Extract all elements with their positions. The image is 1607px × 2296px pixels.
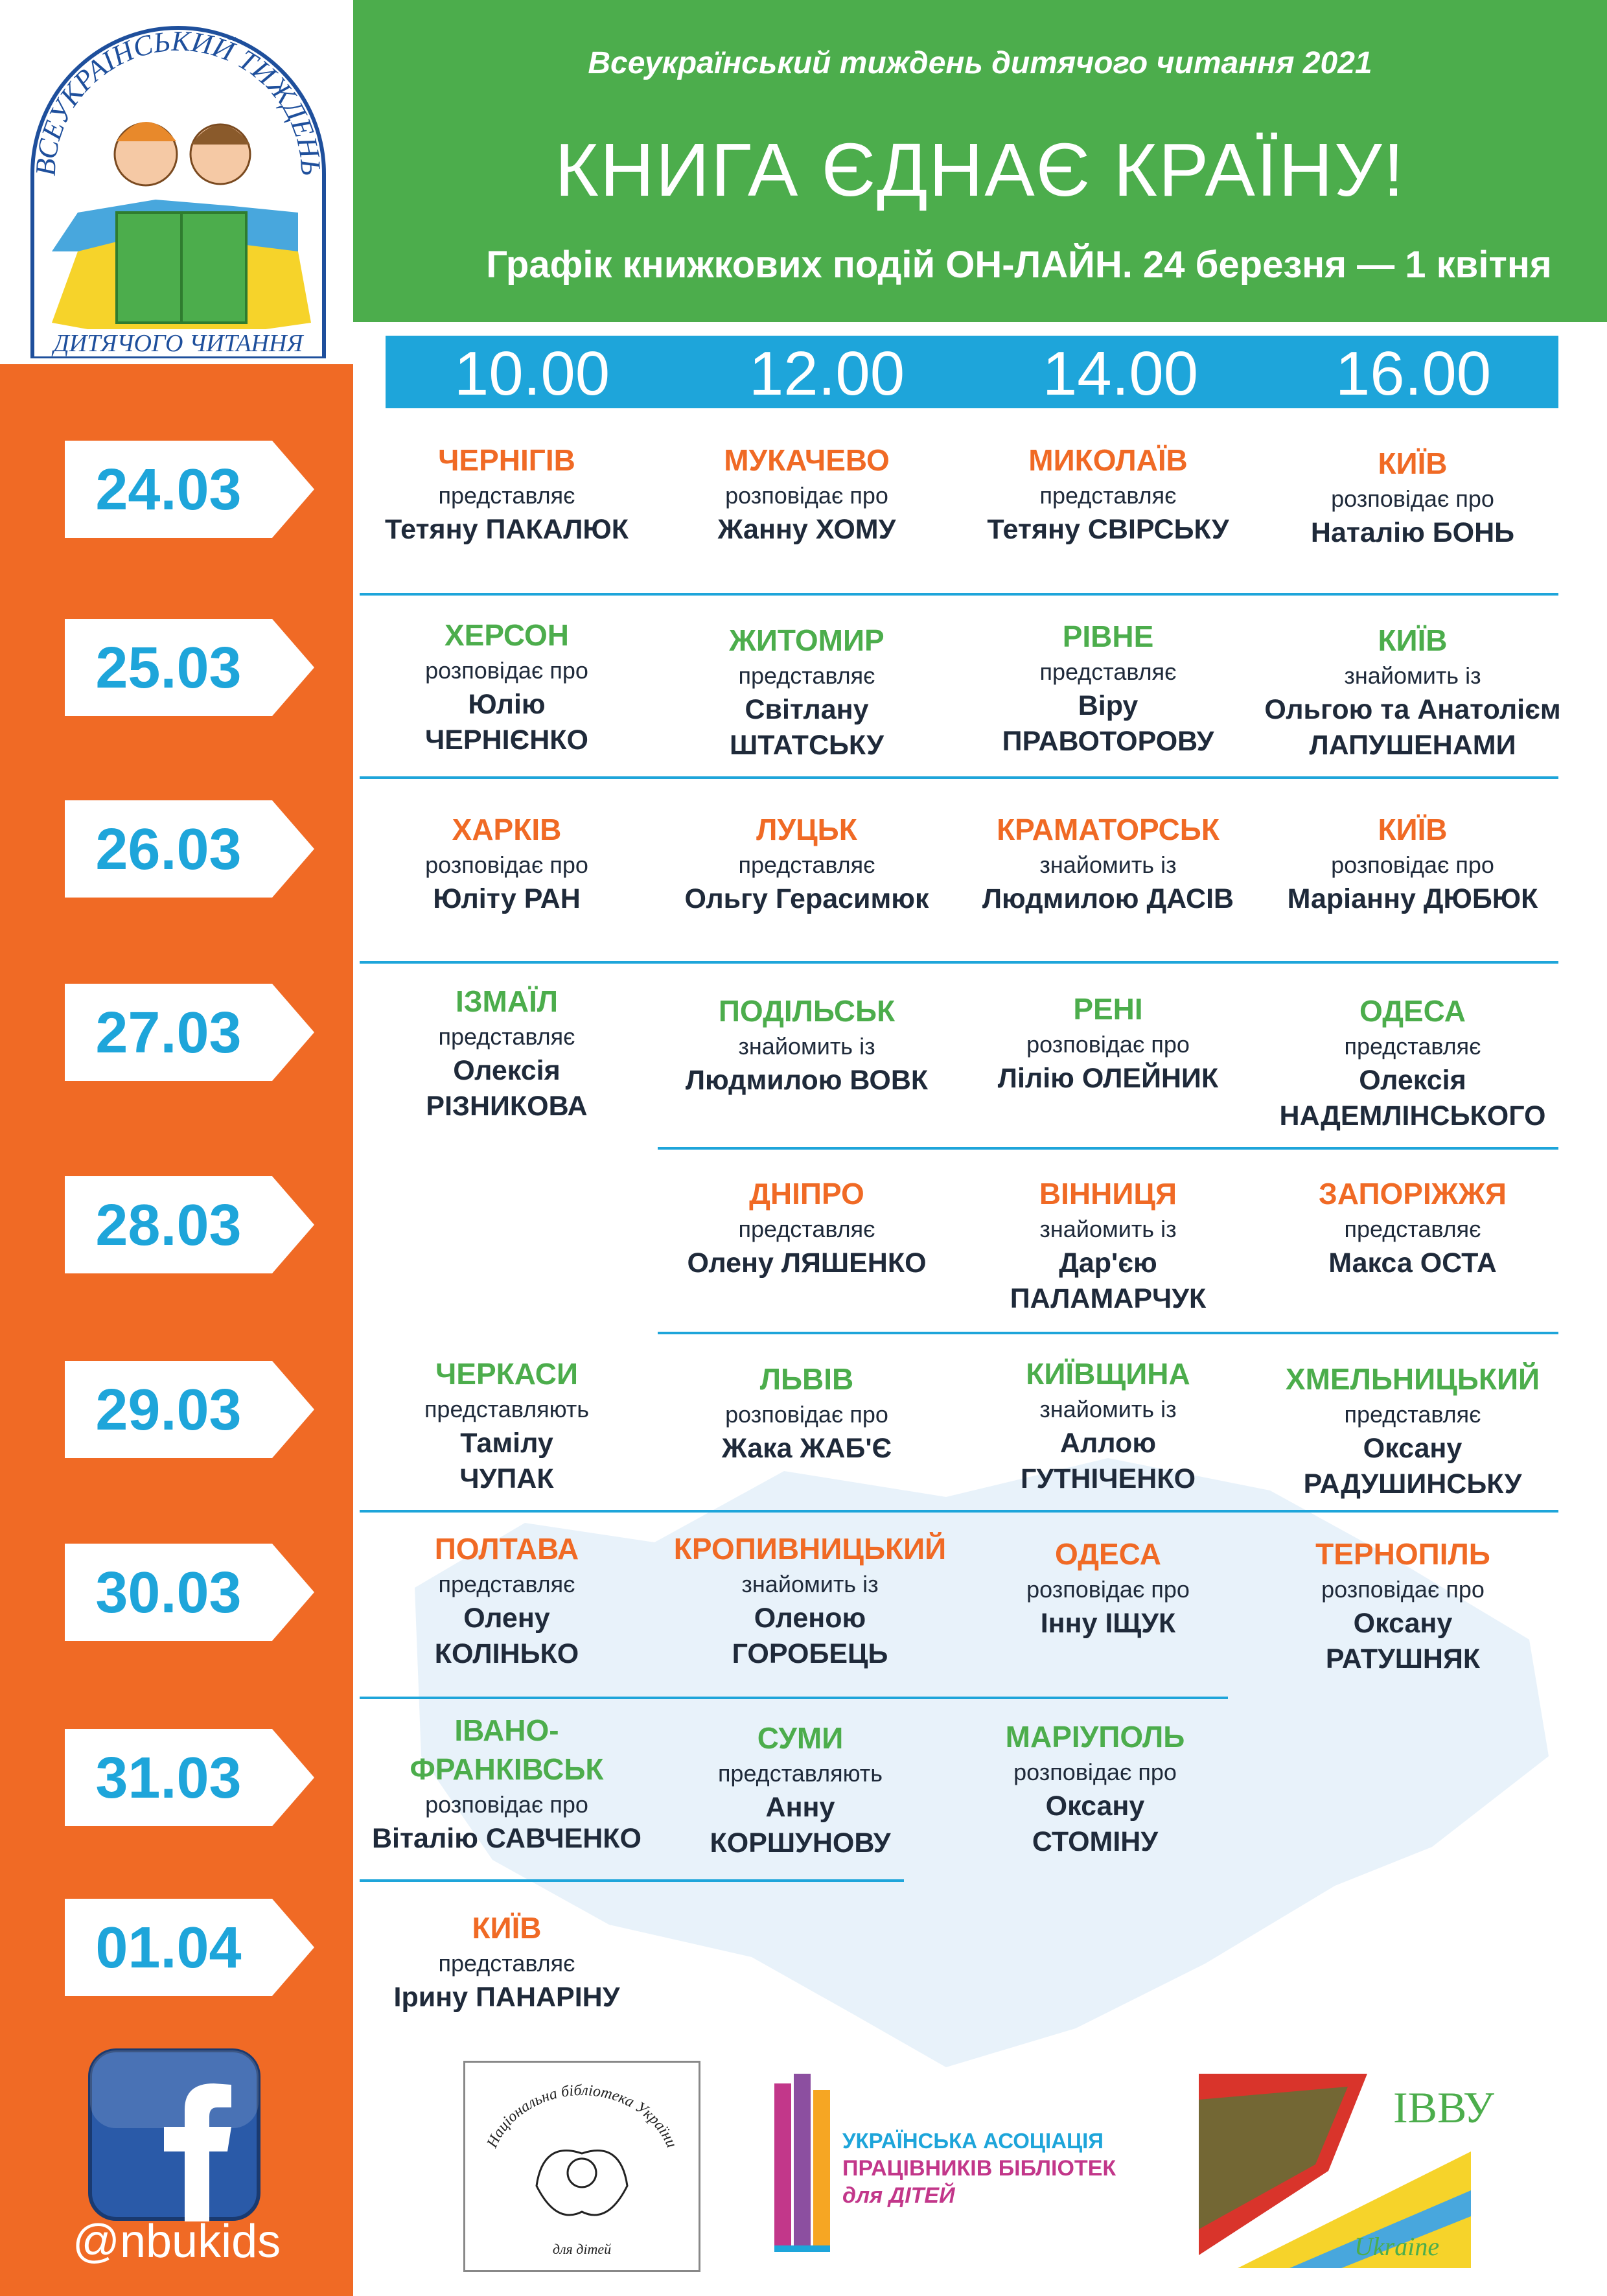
event-city: МИКОЛАЇВ [1028, 443, 1188, 477]
event-guest: Юліту РАН [433, 883, 581, 914]
time-slot: 12.00 [748, 339, 905, 408]
event-guest: Тетяну ПАКАЛЮК [385, 514, 629, 545]
event-verb: розповідає про [1013, 1759, 1177, 1785]
books-icon [765, 2064, 842, 2271]
event-city: ЛУЦЬК [756, 813, 857, 846]
event-verb: представляє [438, 1950, 575, 1977]
event-cell [959, 1535, 1257, 1641]
date-tag [65, 619, 314, 716]
header-title: КНИГА ЄДНАЄ КРАЇНУ! [555, 128, 1405, 212]
event-city: ЧЕРНІГІВ [438, 443, 575, 477]
event-cell [1264, 444, 1562, 551]
event-verb: розповідає про [1331, 485, 1494, 512]
social-handle[interactable]: @nbukids [72, 2216, 281, 2267]
row-divider [360, 1879, 904, 1882]
date-tag [65, 800, 314, 898]
date-tag [65, 1899, 314, 1996]
event-guest: Світлану [745, 694, 869, 725]
nbu-children-library-logo [463, 2061, 700, 2272]
event-cell [1264, 1360, 1562, 1502]
event-guest: Макса ОСТА [1328, 1247, 1497, 1279]
event-cell [658, 991, 956, 1098]
event-guest: Тамілу [460, 1428, 553, 1459]
event-guest: СТОМІНУ [1032, 1826, 1159, 1857]
event-guest: Оксану [1363, 1433, 1462, 1464]
time-slot: 14.00 [1042, 339, 1199, 408]
event-city: ХМЕЛЬНИЦЬКИЙ [1285, 1362, 1540, 1396]
svg-text:ІВВУ: ІВВУ [1393, 2083, 1494, 2132]
event-verb: представляє [1344, 1033, 1481, 1060]
event-verb: представляє [1039, 658, 1177, 685]
header-subtitle: Всеукраїнський тиждень дитячого читання 2021 [588, 46, 1372, 80]
event-guest: ЛАПУШЕНАМИ [1309, 730, 1516, 761]
event-verb: розповідає про [1321, 1576, 1485, 1603]
event-guest: КОРШУНОВУ [710, 1827, 891, 1859]
event-city: ОДЕСА [1359, 994, 1466, 1028]
event-cell [358, 1711, 656, 1857]
event-guest: Олексія [1359, 1065, 1466, 1096]
date-label: 29.03 [95, 1378, 242, 1443]
date-label: 26.03 [95, 817, 242, 882]
event-cell [658, 621, 956, 763]
event-cell [1264, 1174, 1562, 1281]
date-label: 01.04 [95, 1916, 242, 1980]
event-verb: представляє [438, 1023, 575, 1050]
event-verb: розповідає про [1331, 852, 1494, 878]
svg-text:ДИТЯЧОГО ЧИТАННЯ: ДИТЯЧОГО ЧИТАННЯ [53, 330, 303, 357]
row-divider [658, 1147, 1558, 1150]
event-guest: Віталію САВЧЕНКО [372, 1823, 642, 1854]
event-verb: представляє [1039, 482, 1177, 509]
event-cell [658, 1360, 956, 1467]
event-city: КИЇВ [1378, 623, 1448, 657]
event-city: ХАРКІВ [452, 813, 562, 846]
event-cell [1264, 621, 1562, 763]
event-verb: розповідає про [725, 482, 888, 509]
event-cell [358, 982, 656, 1124]
row-divider [360, 776, 1558, 779]
event-guest: Інну ІЩУК [1040, 1608, 1176, 1639]
event-verb: знайомить із [1039, 852, 1177, 878]
event-cell [358, 1908, 656, 2015]
event-guest: ЧУПАК [459, 1463, 554, 1494]
event-guest: ГОРОБЕЦЬ [732, 1638, 888, 1669]
date-label: 31.03 [95, 1746, 242, 1811]
event-city-continued: ФРАНКІВСЬК [410, 1752, 604, 1786]
event-cell [1264, 810, 1562, 917]
event-city: ДНІПРО [749, 1177, 864, 1211]
event-city: КИЇВ [1378, 813, 1448, 846]
event-cell [946, 1717, 1244, 1860]
event-verb: розповідає про [425, 852, 588, 878]
event-guest: ПАЛАМАРЧУК [1010, 1283, 1207, 1314]
time-slot: 10.00 [454, 339, 610, 408]
event-city: ЧЕРКАСИ [435, 1357, 579, 1391]
event-guest: Лілію ОЛЕЙНИК [997, 1063, 1219, 1094]
event-city: КРОПИВНИЦЬКИЙ [673, 1532, 947, 1566]
event-guest: РІЗНИКОВА [426, 1091, 588, 1122]
event-city: ЖИТОМИР [729, 623, 884, 657]
event-city: РЕНІ [1073, 992, 1143, 1026]
event-city: ХЕРСОН [445, 618, 569, 652]
event-guest: Людмилою ВОВК [685, 1065, 929, 1096]
event-city: КИЇВ [472, 1911, 542, 1945]
event-verb: знайомить із [741, 1571, 879, 1597]
row-divider [360, 593, 1558, 596]
event-guest: Віру [1078, 690, 1139, 721]
event-city: КРАМАТОРСЬК [997, 813, 1220, 846]
event-cell [959, 1354, 1257, 1497]
row-divider [360, 1510, 1558, 1513]
event-cell [358, 1354, 656, 1497]
event-guest: Тетяну СВІРСЬКУ [987, 514, 1229, 545]
event-guest: Жанну ХОМУ [717, 514, 896, 545]
event-city: ВІННИЦЯ [1039, 1177, 1177, 1211]
event-guest: Олену ЛЯШЕНКО [687, 1247, 927, 1279]
event-guest: Дар'єю [1059, 1247, 1157, 1279]
event-city: ЛЬВІВ [759, 1362, 854, 1396]
event-cell [658, 810, 956, 917]
ibby-logo-graphic [1199, 2061, 1494, 2268]
event-city: МУКАЧЕВО [724, 443, 890, 477]
event-guest: НАДЕМЛІНСЬКОГО [1279, 1100, 1546, 1131]
event-city: ОДЕСА [1055, 1537, 1161, 1571]
event-verb: розповідає про [1026, 1576, 1190, 1603]
row-divider [658, 1332, 1558, 1334]
event-cell [959, 990, 1257, 1096]
header-schedule: Графік книжкових подій ОН-ЛАЙН. 24 березня — 1 квітня [486, 244, 1552, 286]
event-city: ЗАПОРІЖЖЯ [1319, 1177, 1507, 1211]
date-tag [65, 984, 314, 1081]
event-verb: представляє [738, 662, 875, 689]
row-divider [360, 1697, 1228, 1699]
event-verb: представляє [738, 852, 875, 878]
event-cell [1254, 1535, 1552, 1677]
event-cell [658, 1174, 956, 1281]
event-city: КИЇВ [1378, 446, 1448, 480]
event-guest: ЧЕРНІЄНКО [425, 725, 588, 756]
event-city: ІЗМАЇЛ [455, 984, 559, 1018]
event-verb: розповідає про [1026, 1031, 1190, 1058]
event-cell [959, 617, 1257, 760]
time-slots-bar [386, 336, 1558, 408]
event-verb: представляє [738, 1216, 875, 1242]
event-guest: Людмилою ДАСІВ [982, 883, 1234, 914]
event-guest: РАТУШНЯК [1325, 1643, 1481, 1675]
event-cell [959, 441, 1257, 548]
event-cell [658, 441, 956, 548]
date-tag [65, 1176, 314, 1273]
event-city: МАРІУПОЛЬ [1005, 1720, 1185, 1754]
event-guest: Ольгою та Анатолієм [1264, 694, 1561, 725]
svg-text:Ukraine: Ukraine [1354, 2232, 1440, 2261]
date-label: 30.03 [95, 1560, 242, 1625]
event-cell [358, 810, 656, 917]
event-verb: представляє [1344, 1401, 1481, 1428]
event-guest: Маріанну ДЮБЮК [1287, 883, 1538, 914]
event-verb: знайомить із [1344, 662, 1481, 689]
ibby-ukraine-logo [1199, 2061, 1494, 2268]
event-guest: ПРАВОТОРОВУ [1002, 726, 1214, 757]
event-logo [0, 0, 353, 364]
date-label: 28.03 [95, 1193, 242, 1258]
event-guest: Ольгу Герасимюк [684, 883, 929, 914]
event-cell [1264, 991, 1562, 1134]
event-verb: представляють [424, 1396, 590, 1422]
date-tag [65, 1544, 314, 1641]
svg-text:для дітей: для дітей [552, 2241, 612, 2257]
event-city: ІВАНО- [454, 1713, 559, 1747]
event-verb: знайомить із [738, 1033, 875, 1060]
event-verb: розповідає про [425, 657, 588, 684]
event-guest: Жака ЖАБ'Є [721, 1433, 892, 1464]
date-tag [65, 1729, 314, 1826]
header-banner [353, 0, 1607, 322]
event-city: ТЕРНОПІЛЬ [1315, 1537, 1490, 1571]
date-tag [65, 1361, 314, 1458]
svg-text:Національна бібліотека України: Національна бібліотека України [483, 2081, 680, 2151]
event-cell [358, 441, 656, 548]
event-city: КИЇВЩИНА [1026, 1357, 1190, 1391]
date-label: 25.03 [95, 636, 242, 701]
facebook-icon[interactable] [87, 2048, 261, 2221]
event-cell [651, 1719, 949, 1861]
date-tag [65, 441, 314, 538]
event-logo-emblem [26, 18, 330, 358]
row-divider [360, 961, 1558, 964]
event-guest: Оксану [1045, 1791, 1145, 1822]
event-guest: Аллою [1059, 1428, 1157, 1459]
event-guest: ГУТНІЧЕНКО [1020, 1463, 1196, 1494]
time-slot: 16.00 [1335, 339, 1492, 408]
event-guest: Анну [765, 1792, 835, 1823]
assoc-line-1: УКРАЇНСЬКА АСОЦІАЦІЯ [842, 2129, 1104, 2153]
event-cell [358, 1529, 656, 1672]
assoc-line-3: для ДІТЕЙ [842, 2183, 955, 2208]
event-guest: Ірину ПАНАРІНУ [393, 1982, 620, 2013]
event-verb: розповідає про [725, 1401, 888, 1428]
event-verb: представляють [717, 1760, 883, 1787]
event-guest: Олену [463, 1603, 550, 1634]
event-city: ПОДІЛЬСЬК [718, 994, 896, 1028]
event-cell [959, 1174, 1257, 1317]
event-cell [959, 810, 1257, 917]
svg-text:ВСЕУКРАЇНСЬКИЙ ТИЖДЕНЬ: ВСЕУКРАЇНСЬКИЙ ТИЖДЕНЬ [29, 25, 327, 177]
event-guest: ШТАТСЬКУ [730, 730, 884, 761]
event-guest: КОЛІНЬКО [434, 1638, 579, 1669]
event-city: ПОЛТАВА [434, 1532, 579, 1566]
event-guest: Оксану [1353, 1608, 1453, 1639]
event-verb: знайомить із [1039, 1396, 1177, 1422]
event-city: РІВНЕ [1062, 620, 1154, 653]
nbu-logo-graphic [465, 2063, 699, 2270]
event-cell [358, 616, 656, 758]
event-verb: представляє [438, 1571, 575, 1597]
event-verb: представляє [1344, 1216, 1481, 1242]
event-guest: РАДУШИНСЬКУ [1303, 1468, 1522, 1500]
event-guest: Оленою [754, 1603, 866, 1634]
children-librarians-association-logo [765, 2064, 1127, 2271]
event-guest: Наталію БОНЬ [1310, 517, 1515, 548]
event-verb: розповідає про [425, 1791, 588, 1818]
event-verb: представляє [438, 482, 575, 509]
date-label: 27.03 [95, 1001, 242, 1065]
event-guest: Юлію [468, 689, 546, 720]
event-verb: знайомить із [1039, 1216, 1177, 1242]
event-cell [661, 1529, 959, 1672]
assoc-line-2: ПРАЦІВНИКІВ БІБЛІОТЕК [842, 2156, 1116, 2181]
event-city: СУМИ [757, 1721, 844, 1755]
date-label: 24.03 [95, 458, 242, 522]
event-guest: Олексія [453, 1055, 561, 1086]
